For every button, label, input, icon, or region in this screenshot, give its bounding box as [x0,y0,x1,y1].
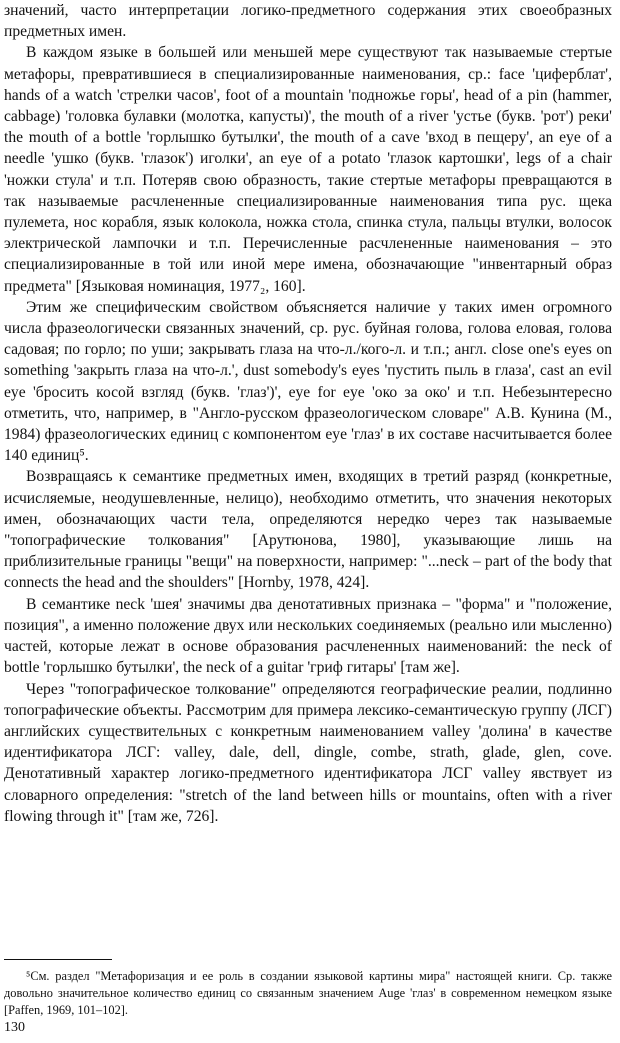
main-text [4,0,612,827]
paragraph-6: Через "топографическое толкование" определяются географические реалии, подлинно топографические объекты. Рассмотрим для примера лексико-семантическую группу (ЛСГ) английских существительных с конкретным наименованием valley 'долина' в качестве идентификатора ЛСГ: valley, dale, dell, dingle, combe, strath, glade, glen, cove. Денотативный характер логико-предметного идентификатора ЛСГ valley явствует из словарного определения: "stretch of the land between hills or mountains, often with a river flowing through it" [там же, 726]. [4,680,612,825]
paragraph-5: В семантике neck 'шея' значимы два денотативных признака – "форма" и "положение, позиция", а именно положение двух или нескольких соединяемых (реально или мысленно) частей, которые лежат в основе образования расчлененных наименований: the neck of bottle 'горлышко бутылки', the neck of a guitar 'гриф гитары' [там же]. [4,595,612,677]
paragraph-4: Возвращаясь к семантике предметных имен, входящих в третий разряд (конкретные, исчисляемые, неодушевленные, нелицо), необходимо отметить, что значения некоторых имен, обозначающих части тела, определяются нередко через так называемые "топографические толкования" [Арутюнова, 1980], указывающие лишь на приблизительные границы "вещи" на поверхности, например: "...neck – part of the body that connects the head and the shoulders" [Hornby, 1978, 424]. [4,468,612,592]
footnote: ⁵См. раздел "Метафоризация и ее роль в создании языковой картины мира" настоящей книги. Ср. также довольно значительное количество единиц со связанным значением Auge 'глаз' в современном немецком языке [Paffen, 1969, 101–102]. [4,969,612,1017]
page-number: 130 [4,1020,25,1035]
paragraph-1: значений, часто интерпретации логико-предметного содержания этих своеобразных предметных имен. [4,2,612,41]
paragraph-3: Этим же специфическим свойством объясняется наличие у таких имен огромного числа фразеологически связанных значений, ср. рус. буйная голова, голова еловая, голова садовая; по горло; по уши; закрывать глаза на что-л./кого-л. и т.п.; англ. close one's eyes on something 'закрыть глаза на что-л.', dust somebody's eyes 'пустить пыль в глаза', cast an evil eye 'бросить косой взгляд (букв. 'глаз')', eye for eye 'око за око' и т.п. Небезынтересно отметить, что, например, в "Англо-русском фразеологическом словаре" А.В. Кунина (М., 1984) фразеологических единиц с компонентом eye 'глаз' в их составе насчитывается более 140 единиц⁵. [4,298,612,465]
paragraph-2: В каждом языке в большей или меньшей мере существуют так называемые стертые метафоры, превратившиеся в специализированные наименования, ср.: face 'циферблат', hands of a watch 'стрелки часов', foot of a mountain 'подножье горы', head of a pin (hammer, cabbage) 'головка булавки (молотка, капусты)', the mouth of a river 'устье (букв. 'рот') реки' the mouth of a bottle 'горлышко бутылки', the mouth of a cave 'вход в пещеру', an eye of a needle 'ушко (букв. 'глазок') иголки', an eye of a potato 'глазок картошки', legs of a chair 'ножки стула' и т.п. Потеряв свою образность, такие стертые метафоры превращаются в так называемые расчлененные специализированные наименования типа рус. щека пулемета, нос корабля, язык колокола, ножка стола, спинка стула, пальцы втулки, волосок электрической лампочки и т.п. Перечисленные расчлененные наименования – это специализированные в той или иной мере имена, обозначающие "инвентарный образ предмета" [Языковая номинация, 1977₂, 160]. [4,44,612,295]
footnote-area [4,959,612,1019]
footnote-divider [4,959,112,960]
